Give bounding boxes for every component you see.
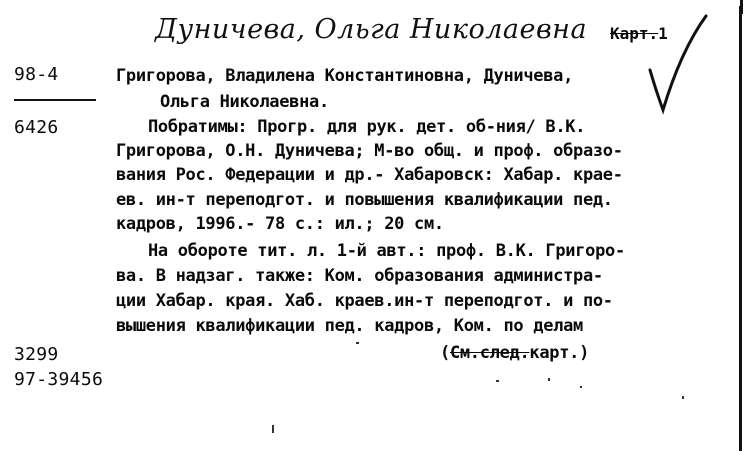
body-line: Григорова, О.Н. Дуничева; М-во общ. и проф. образо-	[116, 141, 623, 161]
shelf-mark-top: 98-4	[14, 64, 59, 85]
body-line: ции Хабар. края. Хаб. краев.ин-т переподгот. и по-	[116, 291, 613, 311]
body-line: кадров, 1996.- 78 с.: ил.; 20 см.	[116, 214, 444, 234]
ink-speck	[356, 342, 359, 344]
ink-speck	[272, 425, 274, 433]
shelf-mark-middle: 6426	[14, 117, 59, 138]
card-number-label: Карт.	[610, 24, 659, 43]
ink-speck	[580, 386, 582, 388]
card-number-digit: 1	[658, 24, 668, 43]
shelf-mark-divider	[14, 99, 96, 101]
continuation-rest: карт.)	[529, 343, 590, 363]
body-line: Побратимы: Прогр. для рук. дет. об-ния/ В.К.	[148, 117, 586, 137]
shelf-mark-bottom: 97-39456	[14, 369, 104, 390]
continuation-note	[440, 343, 589, 363]
handwritten-author-name: Дуничева, Ольга Николаевна	[155, 14, 588, 45]
card-right-edge	[739, 6, 742, 451]
body-line: ва. В надзаг. также: Ком. образования администра-	[116, 266, 603, 286]
continuation-struck: См.след.	[449, 343, 530, 363]
heading-line-1: Григорова, Владилена Константиновна, Дуничева,	[116, 66, 574, 86]
body-line: вания Рос. Федерации и др.- Хабаровск: Хабар. крае-	[116, 165, 623, 185]
body-line: ев. ин-т переподгот. и повышения квалификации пед.	[116, 190, 613, 210]
heading-line-2: Ольга Николаевна.	[160, 92, 329, 112]
ink-speck	[682, 396, 684, 399]
ink-speck	[548, 378, 550, 381]
continuation-open: (	[440, 343, 450, 363]
ink-speck	[496, 380, 499, 382]
shelf-mark-lower: 3299	[14, 344, 59, 365]
body-line: На обороте тит. л. 1-й авт.: проф. В.К. Григоро-	[148, 241, 625, 261]
checkmark-icon	[630, 10, 710, 120]
body-line: вышения квалификации пед. кадров, Ком. по делам	[116, 316, 583, 336]
card-top-tick	[740, 0, 743, 14]
